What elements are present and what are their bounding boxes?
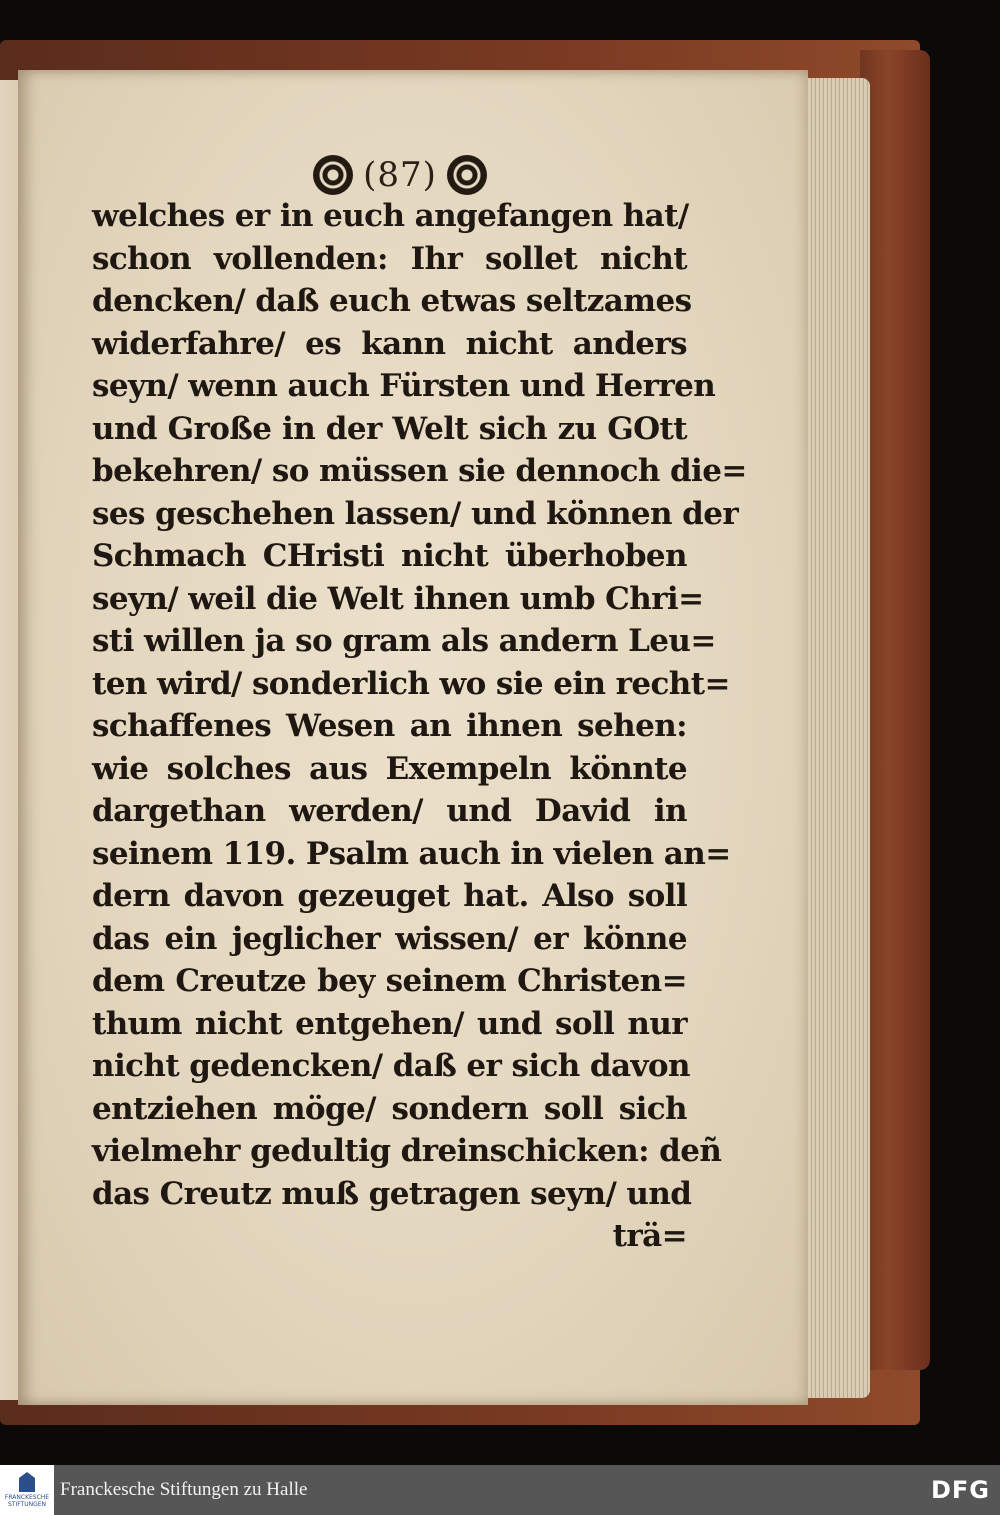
- text-line: dargethan werden/ und David in: [92, 793, 687, 829]
- text-line: thum nicht entgehen/ und soll nur: [92, 1005, 687, 1042]
- text-line: welches er in euch angefangen hat/: [92, 198, 689, 234]
- page-header: [290, 150, 510, 200]
- text-line: widerfahre/ es kann nicht anders: [92, 325, 687, 362]
- page-text: [92, 195, 747, 1258]
- text-line: seyn/ wenn auch Fürsten und Herren: [92, 368, 716, 404]
- text-line: dem Creutze bey seinem Christen=: [92, 963, 687, 999]
- text-line: Schmach CHristi nicht überhoben: [92, 538, 687, 574]
- text-line: schon vollenden: Ihr sollet nicht: [92, 240, 687, 277]
- text-line: schaffenes Wesen an ihnen sehen:: [92, 708, 687, 744]
- rosette-ornament-icon: [447, 155, 487, 195]
- text-line: seyn/ weil die Welt ihnen umb Chri=: [92, 580, 704, 617]
- text-line: dencken/ daß euch etwas seltzames: [92, 283, 692, 319]
- building-icon: [19, 1472, 35, 1492]
- franckesche-stiftungen-logo[interactable]: [0, 1465, 54, 1515]
- dfg-logo[interactable]: DFG: [930, 1476, 990, 1504]
- institution-name[interactable]: Franckesche Stiftungen zu Halle: [60, 1479, 308, 1500]
- text-line: sti willen ja so gram als andern Leu=: [92, 623, 716, 659]
- text-line: vielmehr gedultig dreinschicken: deñ: [92, 1133, 722, 1169]
- text-line: das ein jeglicher wissen/ er könne: [92, 920, 687, 957]
- text-line: dern davon gezeuget hat. Also soll: [92, 878, 687, 914]
- text-line: wie solches aus Exempeln könnte: [92, 750, 687, 787]
- text-line: entziehen möge/ sondern soll sich: [92, 1090, 687, 1127]
- text-line: bekehren/ so müssen sie dennoch die=: [92, 453, 747, 489]
- text-line: ten wird/ sonderlich wo sie ein recht=: [92, 665, 730, 702]
- rosette-ornament-icon: [313, 155, 353, 195]
- text-line: seinem 119. Psalm auch in vielen an=: [92, 835, 731, 872]
- text-line: das Creutz muß getragen seyn/ und: [92, 1175, 692, 1212]
- text-line: und Große in der Welt sich zu GOtt: [92, 410, 687, 447]
- catchword: trä=: [612, 1218, 687, 1254]
- logo-text: FRANCKESCHE STIFTUNGEN: [4, 1494, 50, 1508]
- text-line: ses geschehen lassen/ und können der: [92, 495, 739, 532]
- page-number: (87): [363, 155, 437, 195]
- text-line: nicht gedencken/ daß er sich davon: [92, 1048, 690, 1084]
- book-cover-edge: [860, 50, 930, 1370]
- viewer-footer: [0, 1465, 1000, 1515]
